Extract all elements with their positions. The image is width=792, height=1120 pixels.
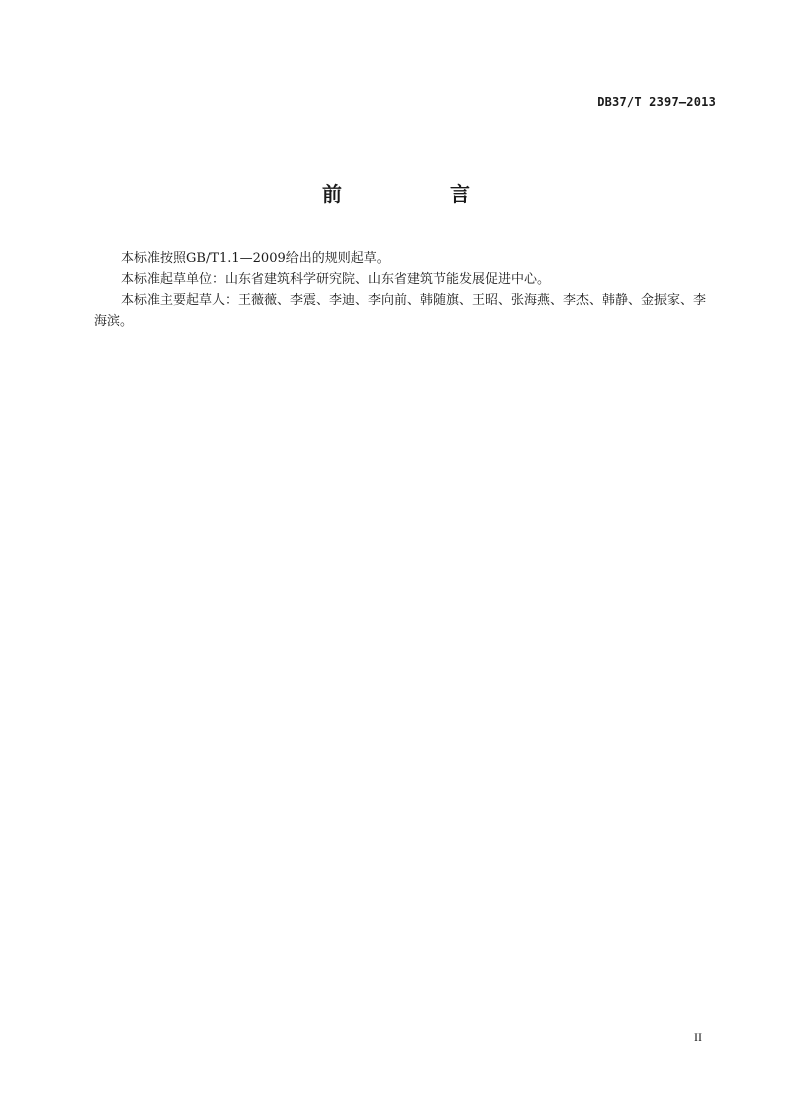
foreword-body <box>94 248 714 332</box>
page-number: II <box>694 1030 702 1044</box>
standard-code: DB37/T 2397—2013 <box>597 95 716 109</box>
page-title: 前 言 <box>322 182 514 206</box>
paragraph-drafting-rules: 本标准按照GB/T1.1—2009给出的规则起草。 <box>121 251 390 266</box>
paragraph-drafting-units: 本标准起草单位：山东省建筑科学研究院、山东省建筑节能发展促进中心。 <box>121 272 551 287</box>
paragraph-drafters: 本标准主要起草人：王薇薇、李震、李迪、李向前、韩随旗、王昭、张海燕、李杰、韩静、金振家、李海滨。 <box>94 293 707 329</box>
